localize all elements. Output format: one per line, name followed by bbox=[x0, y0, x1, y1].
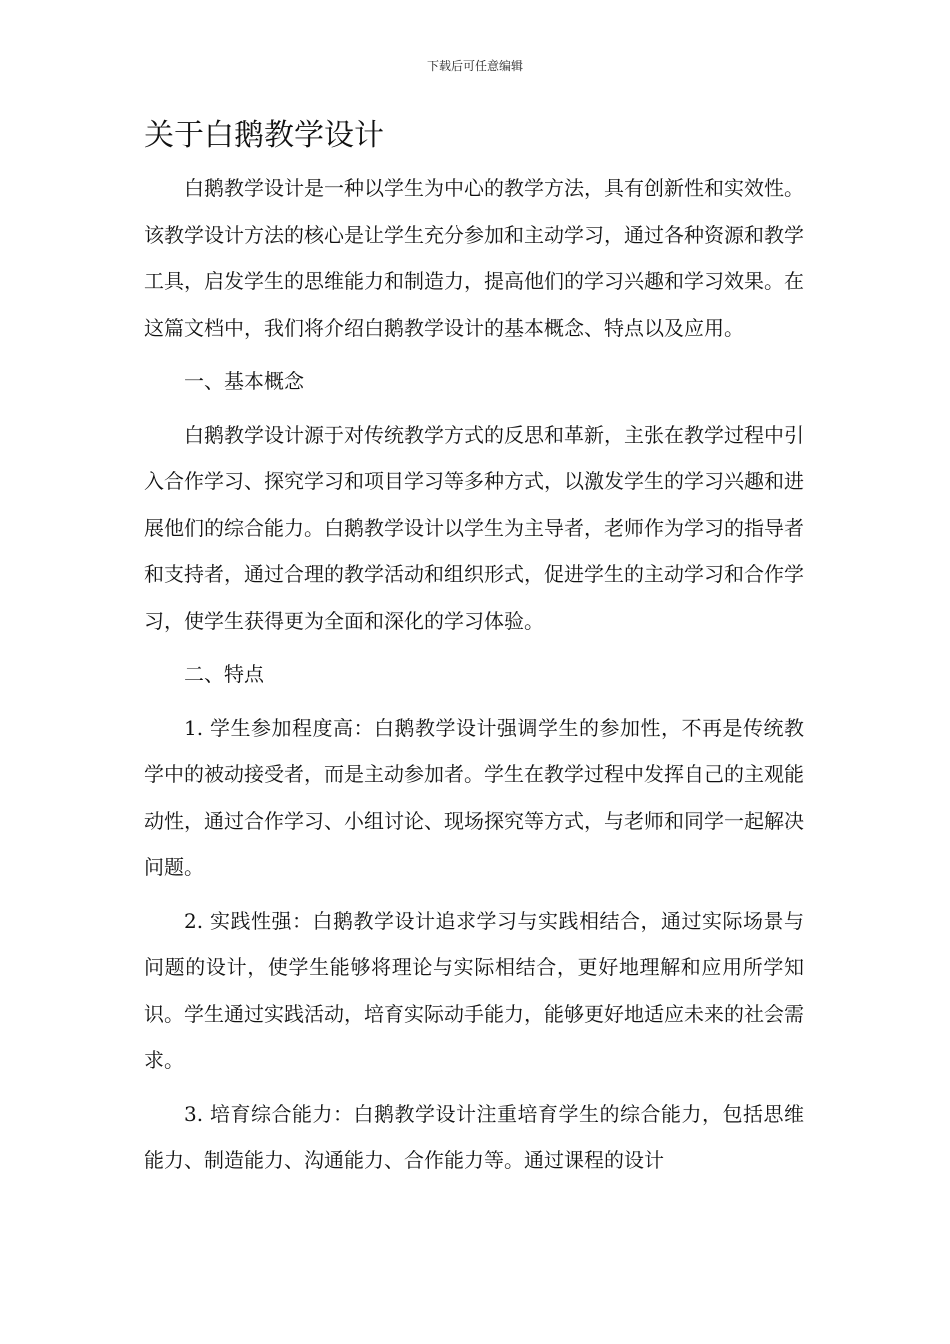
document-body bbox=[144, 165, 804, 1191]
basic-concept-paragraph: 白鹅教学设计源于对传统教学方式的反思和革新，主张在教学过程中引入合作学习、探究学习和项目学习等多种方式，以激发学生的学习兴趣和进展他们的综合能力。白鹅教学设计以学生为主导者，老师作为学习的指导者和支持者，通过合理的教学活动和组织形式，促进学生的主动学习和合作学习，使学生获得更为全面和深化的学习体验。 bbox=[144, 422, 804, 633]
intro-paragraph: 白鹅教学设计是一种以学生为中心的教学方法，具有创新性和实效性。该教学设计方法的核心是让学生充分参加和主动学习，通过各种资源和教学工具，启发学生的思维能力和制造力，提高他们的学习兴趣和学习效果。在这篇文档中，我们将介绍白鹅教学设计的基本概念、特点以及应用。 bbox=[144, 176, 804, 340]
feature-paragraph-3: 3. 培育综合能力：白鹅教学设计注重培育学生的综合能力，包括思维能力、制造能力、沟通能力、合作能力等。通过课程的设计 bbox=[144, 1101, 804, 1172]
section-heading-basic-concept: 一、基本概念 bbox=[184, 369, 304, 393]
section-heading-features: 二、特点 bbox=[184, 662, 264, 686]
download-note: 下载后可任意编辑 bbox=[426, 59, 523, 73]
document-title: 关于白鹅教学设计 bbox=[144, 118, 384, 153]
feature-paragraph-2: 2. 实践性强：白鹅教学设计追求学习与实践相结合，通过实际场景与问题的设计，使学生能够将理论与实际相结合，更好地理解和应用所学知识。学生通过实践活动，培育实际动手能力，能够更好地适应未来的社会需求。 bbox=[144, 908, 804, 1072]
feature-paragraph-1: 1. 学生参加程度高：白鹅教学设计强调学生的参加性，不再是传统教学中的被动接受者，而是主动参加者。学生在教学过程中发挥自己的主观能动性，通过合作学习、小组讨论、现场探究等方式，与老师和同学一起解决问题。 bbox=[144, 715, 804, 879]
